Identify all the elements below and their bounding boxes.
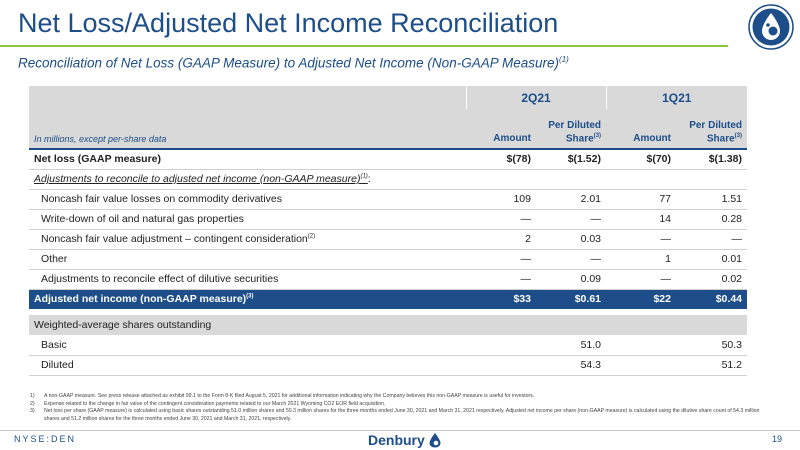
table-cell: 0.03	[536, 229, 606, 249]
table-cell: 2.01	[536, 189, 606, 209]
col-per-share-1q21: Per Diluted Share$^{(3)}$	[676, 109, 747, 149]
row-label: Net loss (GAAP measure)	[29, 149, 466, 169]
page-title: Net Loss/Adjusted Net Income Reconciliation	[18, 8, 559, 38]
stock-ticker: NYSE:DEN	[14, 434, 77, 444]
unit-note: In millions, except per-share data	[29, 109, 466, 149]
table-cell: 50.3	[676, 335, 747, 355]
drop-icon	[428, 432, 442, 448]
table-row	[29, 229, 747, 249]
period-header-row	[29, 86, 747, 109]
period-2q21: 2Q21	[466, 86, 606, 109]
col-per-share-2q21: Per Diluted Share$^{(3)}$	[536, 109, 606, 149]
table-cell: $0.61	[536, 289, 606, 309]
row-label: Diluted	[29, 355, 466, 375]
table-cell: $33	[466, 289, 536, 309]
col-amount-2q21: Amount	[466, 109, 536, 149]
row-label: Adjusted net income (non-GAAP measure)$^{(3)}$	[29, 289, 466, 309]
table-cell: $(78)	[466, 149, 536, 169]
footnote: 2) Expense related to the change in fair value of the contingent consideration payments related to our March 2021 Wyoming CO2 EOR field acquisition.	[30, 400, 386, 407]
table-cell: —	[466, 209, 536, 229]
footer-rule	[0, 430, 800, 431]
adjustments-heading-row	[29, 169, 747, 189]
table-cell: 1	[606, 249, 676, 269]
diluted-shares-row	[29, 355, 747, 375]
row-label: Noncash fair value adjustment – contingent consideration$^{(2)}$	[29, 229, 466, 249]
table-cell: —	[466, 269, 536, 289]
table-cell: 77	[606, 189, 676, 209]
period-1q21: 1Q21	[606, 86, 747, 109]
table-cell: $22	[606, 289, 676, 309]
table-cell: 54.3	[536, 355, 606, 375]
denbury-drop-logo-icon	[748, 4, 794, 50]
table-row	[29, 249, 747, 269]
table-cell: 1.51	[676, 189, 747, 209]
title-rule	[0, 45, 728, 47]
table-row	[29, 209, 747, 229]
table-row	[29, 269, 747, 289]
row-label: Basic	[29, 335, 466, 355]
table-cell: —	[536, 249, 606, 269]
weighted-shares-heading-row	[29, 315, 747, 335]
adjustments-heading: Adjustments to reconcile to adjusted net income (non-GAAP measure)$^{(1)}$:	[29, 169, 747, 189]
table-cell: $(1.38)	[676, 149, 747, 169]
column-header-row	[29, 109, 747, 149]
footnote: 3) Net loss per share (GAAP measure) is calculated using basic shares outstanding 51.0 million shares and 50.3 million shares for the three months ended June 30, 2021 and March 31, 2021 respectively. Adjusted net income per share (non-GAAP measure) is calculated using the dilutive share count of 54.3 million shares and 51.2 million shares for the three months ended June 30, 2021 and March 31, 2021, respectively.	[30, 408, 760, 422]
row-label: Other	[29, 249, 466, 269]
page-subtitle: Reconciliation of Net Loss (GAAP Measure) to Adjusted Net Income (Non-GAAP Measure)$^{(1)}$	[18, 55, 569, 71]
footnote: 1) A non-GAAP measure. See press release attached as exhibit 99.1 to the Form 8-K filed August 5, 2021 for additional information indicating why the Company believes this non-GAAP measure is useful for investors.	[30, 393, 535, 399]
table-cell: 2	[466, 229, 536, 249]
table-cell: 109	[466, 189, 536, 209]
adjusted-net-income-row	[29, 289, 747, 309]
row-label: Adjustments to reconcile effect of dilutive securities	[29, 269, 466, 289]
table-cell: 14	[606, 209, 676, 229]
table-cell: $(70)	[606, 149, 676, 169]
table-cell: 0.01	[676, 249, 747, 269]
table-cell: 0.09	[536, 269, 606, 289]
reconciliation-table	[29, 86, 747, 376]
row-label: Noncash fair value losses on commodity derivatives	[29, 189, 466, 209]
table-row	[29, 189, 747, 209]
table-cell: —	[606, 269, 676, 289]
page-number: 19	[771, 434, 782, 444]
footer-brand	[368, 432, 442, 448]
table-cell: —	[466, 249, 536, 269]
row-label: Write-down of oil and natural gas properties	[29, 209, 466, 229]
table-cell: 51.2	[676, 355, 747, 375]
footnotes	[30, 393, 770, 423]
basic-shares-row	[29, 335, 747, 355]
row-label: Weighted-average shares outstanding	[29, 315, 466, 335]
table-cell: $0.44	[676, 289, 747, 309]
table-cell: 0.28	[676, 209, 747, 229]
net-loss-row	[29, 149, 747, 169]
table-cell: $(1.52)	[536, 149, 606, 169]
table-cell: —	[606, 229, 676, 249]
table-cell: 0.02	[676, 269, 747, 289]
table-cell: —	[676, 229, 747, 249]
table-cell: 51.0	[536, 335, 606, 355]
table-cell: —	[536, 209, 606, 229]
brand-wordmark: Denbury	[368, 432, 425, 448]
col-amount-1q21: Amount	[606, 109, 676, 149]
